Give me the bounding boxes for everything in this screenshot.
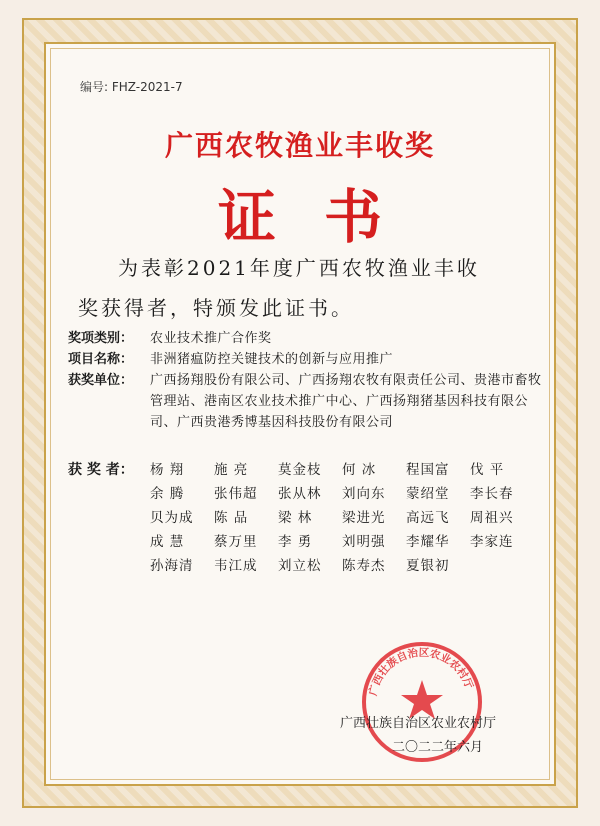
field-label: 项目名称：: [68, 352, 134, 367]
winner-name: 梁进光: [342, 510, 386, 526]
winner-name: 刘立松: [278, 558, 322, 574]
winner-name: 李 勇: [278, 534, 313, 550]
winner-name: 张伟超: [214, 486, 258, 502]
winner-name: 施 亮: [214, 462, 249, 478]
winner-name: 何 冰: [342, 462, 377, 478]
field-value: 非洲猪瘟防控关键技术的创新与应用推广: [150, 352, 394, 367]
winner-name: 高远飞: [406, 510, 450, 526]
winner-name: 伐 平: [470, 462, 505, 478]
winner-name: 孙海清: [150, 558, 194, 574]
winner-name: 陈寿杰: [342, 558, 386, 574]
issuing-authority: 广西壮族自治区农业农村厅: [340, 716, 497, 731]
winner-name: 莫金枝: [278, 462, 322, 478]
issue-date: 二〇二二年六月: [392, 740, 484, 755]
winner-name: 李耀华: [406, 534, 450, 550]
winner-name: 张从林: [278, 486, 322, 502]
winner-name: 刘向东: [342, 486, 386, 502]
winner-name: 李长春: [470, 486, 514, 502]
intro-line-2: 奖获得者，特颁发此证书。: [78, 296, 354, 320]
field-value: 广西扬翔股份有限公司、广西扬翔农牧有限责任公司、贵港市畜牧管理站、港南区农业技术推广中心、广西扬翔猪基因科技有限公司、广西贵港秀博基因科技股份有限公司: [150, 373, 542, 430]
award-title: 广西农牧渔业丰收奖: [164, 129, 435, 162]
winner-name: 刘明强: [342, 534, 386, 550]
serial-number: 编号: FHZ-2021-7: [80, 80, 183, 94]
field-project-name: [68, 349, 548, 370]
field-label: 获奖单位：: [68, 373, 134, 388]
field-award-category: [68, 328, 548, 349]
award-details: [68, 328, 548, 433]
seal-text: 广西壮族自治区农业农村厅: [367, 646, 475, 697]
winners-section: [68, 458, 548, 578]
winner-name: 夏银初: [406, 558, 450, 574]
certificate-title: 证书: [217, 183, 430, 251]
winners-label: 获 奖 者：: [68, 462, 134, 478]
winner-name: 杨 翔: [150, 462, 185, 478]
field-value: 农业技术推广合作奖: [150, 331, 272, 346]
field-award-units: [68, 370, 548, 433]
winner-name: 陈 品: [214, 510, 249, 526]
winner-name: 韦江成: [214, 558, 258, 574]
winner-name: 梁 林: [278, 510, 313, 526]
field-label: 奖项类别：: [68, 331, 134, 346]
winner-name: 蒙绍堂: [406, 486, 450, 502]
winner-name: 程国富: [406, 462, 450, 478]
winner-name: 李家连: [470, 534, 514, 550]
winner-name: 余 腾: [150, 486, 185, 502]
winner-name: 蔡万里: [214, 534, 258, 550]
intro-line-1: 为表彰2021年度广西农牧渔业丰收: [118, 256, 480, 280]
winner-name: 贝为成: [150, 510, 194, 526]
intro-text: [78, 248, 548, 328]
winner-name: 成 慧: [150, 534, 185, 550]
winner-name: 周祖兴: [470, 510, 514, 526]
winners-list: [150, 458, 548, 578]
